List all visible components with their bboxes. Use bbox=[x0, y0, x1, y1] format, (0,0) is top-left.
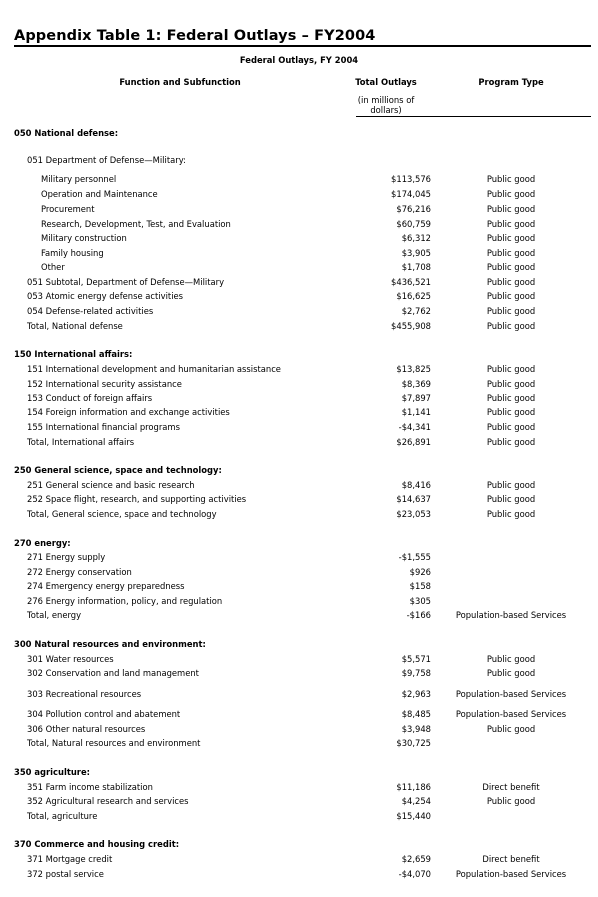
row-label: 372 postal service bbox=[27, 869, 104, 879]
section-label: 300 Natural resources and environment: bbox=[14, 639, 206, 649]
section-heading bbox=[0, 537, 598, 549]
program-type: Population-based Services bbox=[455, 689, 567, 699]
program-type: Public good bbox=[486, 494, 536, 504]
section-heading bbox=[0, 464, 598, 476]
program-type: Population-based Services bbox=[455, 869, 567, 879]
row-label: 152 International security assistance bbox=[27, 379, 182, 389]
outlay-amount: -$4,341 bbox=[398, 422, 431, 432]
program-type: Direct benefit bbox=[482, 782, 540, 792]
table-row bbox=[0, 188, 598, 200]
section-heading bbox=[0, 638, 598, 650]
program-type: Public good bbox=[486, 364, 536, 374]
row-label: 053 Atomic energy defense activities bbox=[27, 291, 184, 301]
row-label: 351 Farm income stabilization bbox=[27, 782, 153, 792]
table-row bbox=[0, 551, 598, 563]
section-label: 370 Commerce and housing credit: bbox=[14, 839, 180, 849]
table-row bbox=[0, 363, 598, 375]
table-row bbox=[0, 320, 598, 332]
program-type: Public good bbox=[486, 509, 536, 519]
row-label: Total, International affairs bbox=[27, 437, 135, 447]
table-row bbox=[0, 810, 598, 822]
section-label: 270 energy: bbox=[14, 538, 71, 548]
row-label: 051 Subtotal, Department of Defense—Military bbox=[27, 277, 225, 287]
outlay-amount: $26,891 bbox=[396, 437, 431, 447]
outlay-amount: $926 bbox=[409, 567, 431, 577]
outlay-amount: $113,576 bbox=[391, 174, 431, 184]
row-label: 054 Defense-related activities bbox=[27, 306, 154, 316]
row-label: 303 Recreational resources bbox=[27, 689, 142, 699]
row-label: Research, Development, Test, and Evaluation bbox=[41, 219, 231, 229]
program-type: Public good bbox=[486, 422, 536, 432]
table-row bbox=[0, 595, 598, 607]
column-header-total: Total Outlays bbox=[355, 77, 417, 87]
outlay-amount: $14,637 bbox=[396, 494, 431, 504]
row-label: 352 Agricultural research and services bbox=[27, 796, 189, 806]
row-label: 304 Pollution control and abatement bbox=[27, 709, 181, 719]
table-row bbox=[0, 378, 598, 390]
row-label: Total, agriculture bbox=[27, 811, 98, 821]
outlay-amount: $5,571 bbox=[401, 654, 431, 664]
program-type: Public good bbox=[486, 219, 536, 229]
outlay-amount: $455,908 bbox=[391, 321, 431, 331]
program-type: Public good bbox=[486, 321, 536, 331]
table-row bbox=[0, 479, 598, 491]
program-type: Public good bbox=[486, 248, 536, 258]
table-row bbox=[0, 276, 598, 288]
section-label: 350 agriculture: bbox=[14, 767, 90, 777]
table-subtitle: Federal Outlays, FY 2004 bbox=[239, 55, 359, 65]
table-row bbox=[0, 566, 598, 578]
row-label: Operation and Maintenance bbox=[41, 189, 158, 199]
row-label: 251 General science and basic research bbox=[27, 480, 195, 490]
outlay-amount: $11,186 bbox=[396, 782, 431, 792]
program-type: Direct benefit bbox=[482, 854, 540, 864]
outlay-amount: $2,963 bbox=[401, 689, 431, 699]
table-row bbox=[0, 421, 598, 433]
outlay-amount: $3,948 bbox=[401, 724, 431, 734]
row-label: Total, General science, space and technology bbox=[27, 509, 217, 519]
outlay-amount: $174,045 bbox=[391, 189, 431, 199]
row-label: 272 Energy conservation bbox=[27, 567, 132, 577]
table-row bbox=[0, 508, 598, 520]
outlay-amount: $305 bbox=[409, 596, 431, 606]
outlay-amount: $1,708 bbox=[401, 262, 431, 272]
program-type: Public good bbox=[486, 277, 536, 287]
table-row bbox=[0, 723, 598, 735]
row-label: Total, Natural resources and environment bbox=[27, 738, 201, 748]
table-row bbox=[0, 653, 598, 665]
row-label: Procurement bbox=[41, 204, 95, 214]
program-type: Public good bbox=[486, 379, 536, 389]
page-title: Appendix Table 1: Federal Outlays – FY2004 bbox=[14, 28, 376, 44]
outlay-amount: -$166 bbox=[406, 610, 431, 620]
outlay-amount: $9,758 bbox=[401, 668, 431, 678]
outlay-amount: $8,485 bbox=[401, 709, 431, 719]
program-type: Public good bbox=[486, 480, 536, 490]
table-row bbox=[0, 737, 598, 749]
table-row bbox=[0, 853, 598, 865]
section-label: 250 General science, space and technology: bbox=[14, 465, 222, 475]
outlay-amount: $8,416 bbox=[401, 480, 431, 490]
row-label: 151 International development and humanitarian assistance bbox=[27, 364, 281, 374]
program-type: Public good bbox=[486, 668, 536, 678]
table-row bbox=[0, 232, 598, 244]
row-label: 306 Other natural resources bbox=[27, 724, 146, 734]
row-label: 274 Emergency energy preparedness bbox=[27, 581, 185, 591]
table-row bbox=[0, 173, 598, 185]
row-label: 271 Energy supply bbox=[27, 552, 106, 562]
table-row bbox=[0, 154, 598, 166]
section-heading bbox=[0, 127, 598, 139]
row-label: Military personnel bbox=[41, 174, 117, 184]
row-label: 154 Foreign information and exchange activities bbox=[27, 407, 230, 417]
row-label: 276 Energy information, policy, and regulation bbox=[27, 596, 223, 606]
section-heading bbox=[0, 766, 598, 778]
outlay-amount: $4,254 bbox=[401, 796, 431, 806]
section-heading bbox=[0, 348, 598, 360]
program-type: Public good bbox=[486, 437, 536, 447]
outlay-amount: $60,759 bbox=[396, 219, 431, 229]
table-row bbox=[0, 218, 598, 230]
program-type: Population-based Services bbox=[455, 610, 567, 620]
table-row bbox=[0, 305, 598, 317]
row-label: Other bbox=[41, 262, 65, 272]
table-row bbox=[0, 247, 598, 259]
row-label: Military construction bbox=[41, 233, 127, 243]
program-type: Public good bbox=[486, 306, 536, 316]
table-row bbox=[0, 493, 598, 505]
program-type: Public good bbox=[486, 204, 536, 214]
program-type: Public good bbox=[486, 189, 536, 199]
row-label: Total, National defense bbox=[27, 321, 123, 331]
outlay-amount: $1,141 bbox=[401, 407, 431, 417]
outlay-amount: $158 bbox=[409, 581, 431, 591]
table-row bbox=[0, 667, 598, 679]
outlay-amount: $16,625 bbox=[396, 291, 431, 301]
row-label: 301 Water resources bbox=[27, 654, 114, 664]
outlay-amount: $2,762 bbox=[401, 306, 431, 316]
outlay-amount: $3,905 bbox=[401, 248, 431, 258]
program-type: Public good bbox=[486, 407, 536, 417]
table-row bbox=[0, 781, 598, 793]
table-row bbox=[0, 708, 598, 720]
program-type: Public good bbox=[486, 724, 536, 734]
row-label: 252 Space flight, research, and supporting activities bbox=[27, 494, 247, 504]
column-header-program: Program Type bbox=[478, 77, 544, 87]
program-type: Public good bbox=[486, 262, 536, 272]
table-row bbox=[0, 392, 598, 404]
outlay-amount: $2,659 bbox=[401, 854, 431, 864]
table-row bbox=[0, 261, 598, 273]
program-type: Public good bbox=[486, 233, 536, 243]
row-label: 153 Conduct of foreign affairs bbox=[27, 393, 153, 403]
row-label: 371 Mortgage credit bbox=[27, 854, 113, 864]
table-row bbox=[0, 406, 598, 418]
table-row bbox=[0, 580, 598, 592]
outlay-amount: $15,440 bbox=[396, 811, 431, 821]
section-heading bbox=[0, 838, 598, 850]
header-rule bbox=[356, 116, 591, 117]
column-header-units: (in millions of dollars) bbox=[357, 95, 415, 115]
program-type: Public good bbox=[486, 291, 536, 301]
table-row bbox=[0, 290, 598, 302]
title-rule bbox=[14, 45, 591, 47]
row-label: Total, energy bbox=[27, 610, 82, 620]
outlay-amount: -$4,070 bbox=[398, 869, 431, 879]
program-type: Public good bbox=[486, 174, 536, 184]
outlay-amount: $13,825 bbox=[396, 364, 431, 374]
row-label: 051 Department of Defense—Military: bbox=[27, 155, 186, 165]
row-label: 155 International financial programs bbox=[27, 422, 180, 432]
section-label: 050 National defense: bbox=[14, 128, 119, 138]
outlay-amount: $30,725 bbox=[396, 738, 431, 748]
program-type: Population-based Services bbox=[455, 709, 567, 719]
table-row bbox=[0, 436, 598, 448]
outlay-amount: $7,897 bbox=[401, 393, 431, 403]
outlay-amount: $23,053 bbox=[396, 509, 431, 519]
table-row bbox=[0, 609, 598, 621]
outlay-amount: $8,369 bbox=[401, 379, 431, 389]
section-label: 150 International affairs: bbox=[14, 349, 133, 359]
program-type: Public good bbox=[486, 393, 536, 403]
program-type: Public good bbox=[486, 654, 536, 664]
table-row bbox=[0, 203, 598, 215]
column-header-function: Function and Subfunction bbox=[119, 77, 241, 87]
table-row bbox=[0, 688, 598, 700]
row-label: 302 Conservation and land management bbox=[27, 668, 199, 678]
program-type: Public good bbox=[486, 796, 536, 806]
outlay-amount: $6,312 bbox=[401, 233, 431, 243]
outlay-amount: -$1,555 bbox=[398, 552, 431, 562]
outlay-amount: $436,521 bbox=[391, 277, 431, 287]
table-row bbox=[0, 868, 598, 880]
row-label: Family housing bbox=[41, 248, 104, 258]
table-row bbox=[0, 795, 598, 807]
outlay-amount: $76,216 bbox=[396, 204, 431, 214]
